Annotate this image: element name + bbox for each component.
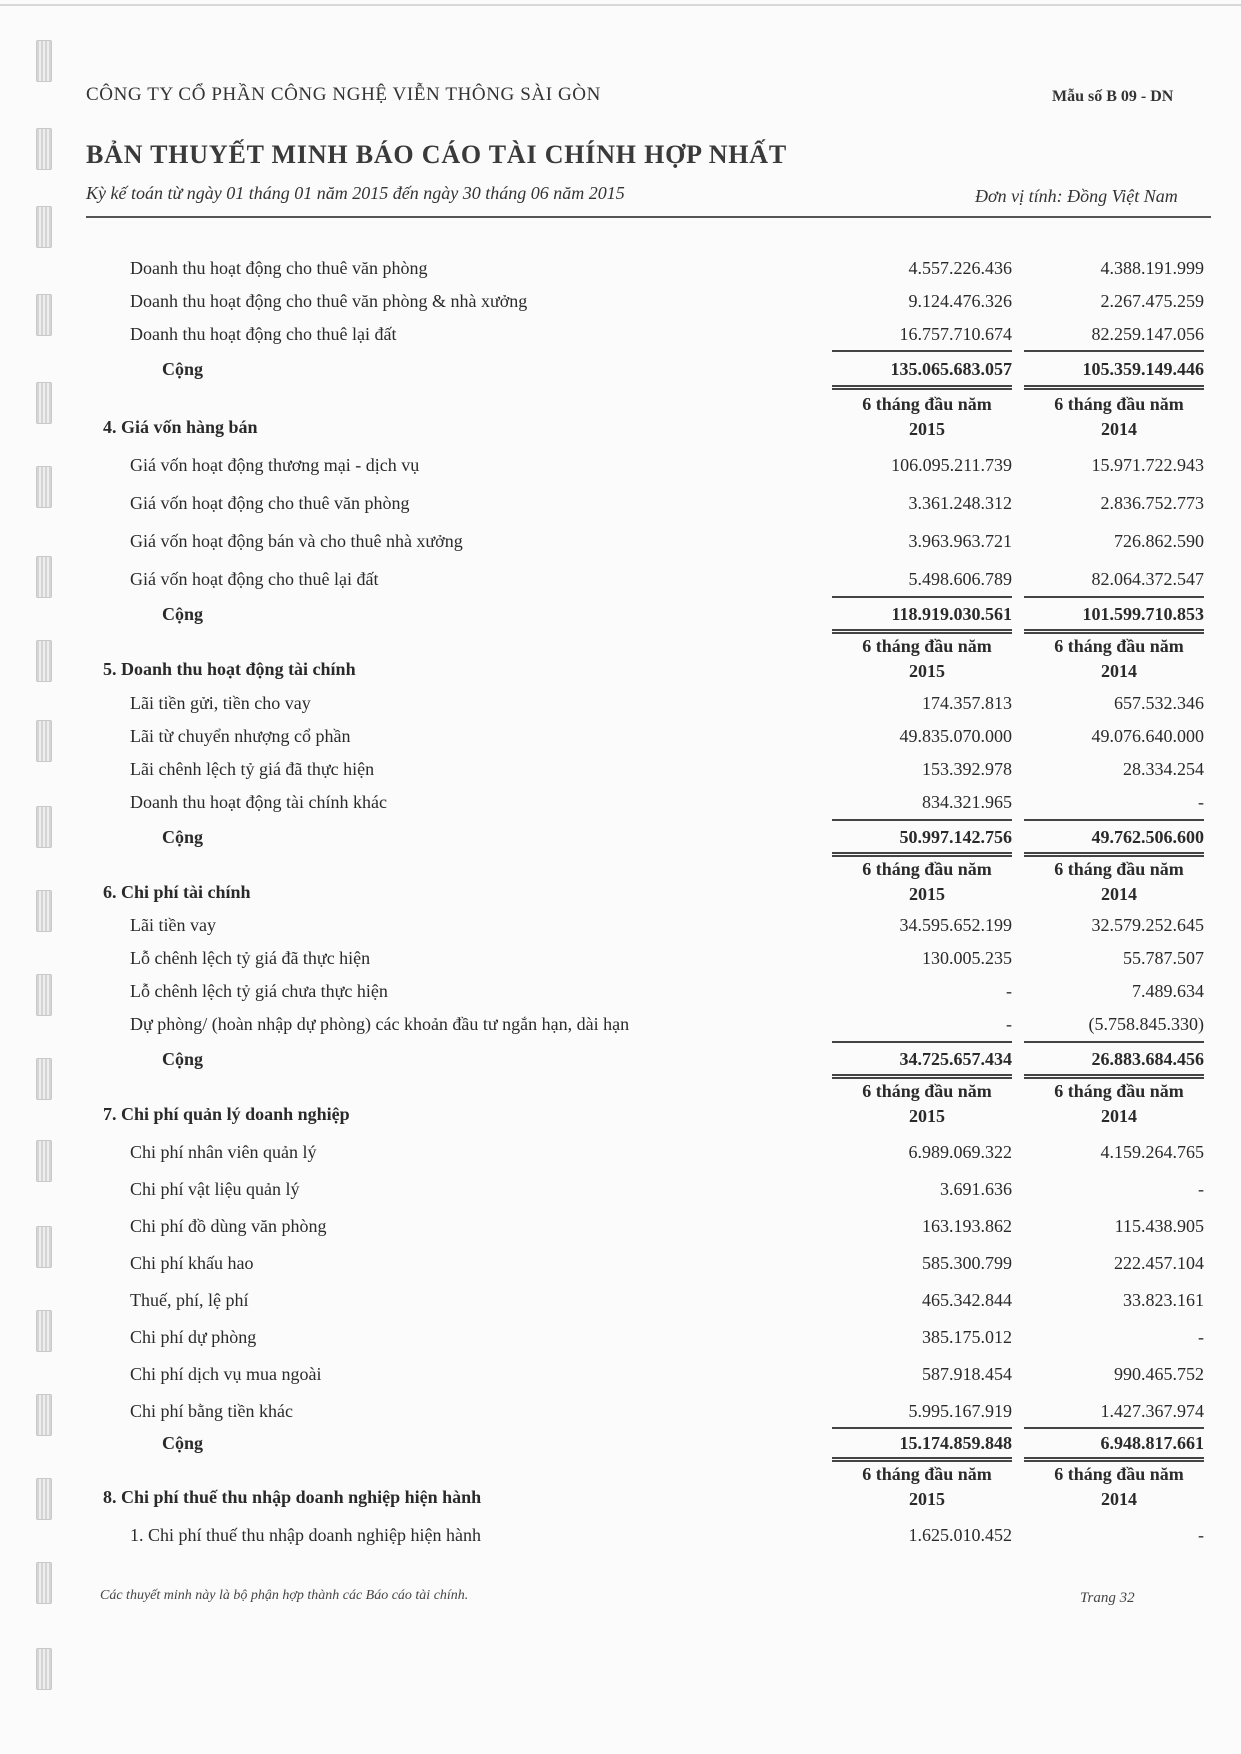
total-label: Cộng [162, 359, 204, 379]
sum-underline [1024, 350, 1204, 352]
value-2014: 4.159.264.765 [1100, 1142, 1204, 1162]
value-2014: - [1198, 1327, 1204, 1347]
row-label: Chi phí đồ dùng văn phòng [130, 1216, 327, 1236]
double-underline [832, 388, 1012, 390]
column-header-year: 2014 [1101, 1106, 1137, 1126]
section-title: 8. Chi phí thuế thu nhập doanh nghiệp hiện hành [103, 1487, 482, 1507]
row-label: Lãi tiền vay [130, 915, 216, 935]
value-2015: 3.691.636 [940, 1179, 1012, 1199]
sum-underline [832, 1041, 1012, 1043]
column-header-year: 2015 [909, 884, 945, 904]
binding-hole [36, 1648, 52, 1690]
column-header-year: 2015 [909, 661, 945, 681]
value-2014: (5.758.845.330) [1088, 1014, 1204, 1034]
value-2014: 49.076.640.000 [1091, 726, 1204, 746]
row-label: Lỗ chênh lệch tỷ giá đã thực hiện [130, 948, 371, 968]
value-2015: 1.625.010.452 [908, 1525, 1012, 1545]
value-2014: 82.064.372.547 [1091, 569, 1204, 589]
column-header-line: 6 tháng đầu năm [1054, 859, 1184, 879]
value-2014: 657.532.346 [1114, 693, 1204, 713]
value-2015: 16.757.710.674 [899, 324, 1012, 344]
table-row [0, 493, 1241, 523]
value-2014: 15.971.722.943 [1091, 455, 1204, 475]
table-row [0, 915, 1241, 945]
row-label: Chi phí khấu hao [130, 1253, 254, 1273]
sum-underline [1024, 1041, 1204, 1043]
table-row [0, 1327, 1241, 1357]
table-row [0, 531, 1241, 561]
column-header-line: 6 tháng đầu năm [1054, 636, 1184, 656]
value-2014: 990.465.752 [1114, 1364, 1204, 1384]
table-row [0, 1364, 1241, 1394]
value-2015: 465.342.844 [922, 1290, 1012, 1310]
total-2015: 50.997.142.756 [899, 827, 1012, 847]
row-label: Lãi tiền gửi, tiền cho vay [130, 693, 311, 713]
total-label: Cộng [162, 604, 204, 624]
table-row [0, 981, 1241, 1011]
table-row [0, 1142, 1241, 1172]
section-title: 5. Doanh thu hoạt động tài chính [103, 659, 356, 679]
double-underline [1024, 385, 1204, 387]
reporting-period: Kỳ kế toán từ ngày 01 tháng 01 năm 2015 đến ngày 30 tháng 06 năm 2015 [86, 183, 625, 203]
total-2014: 49.762.506.600 [1091, 827, 1204, 847]
value-2015: 106.095.211.739 [891, 455, 1012, 475]
table-row [0, 726, 1241, 756]
column-header-line: 6 tháng đầu năm [862, 859, 992, 879]
row-label: Thuế, phí, lệ phí [130, 1290, 249, 1310]
value-2014: 4.388.191.999 [1100, 258, 1204, 278]
double-underline [1024, 1074, 1204, 1076]
double-underline [832, 1457, 1012, 1459]
row-label: Lãi từ chuyển nhượng cổ phần [130, 726, 351, 746]
sum-underline [1024, 1427, 1204, 1429]
row-label: Doanh thu hoạt động tài chính khác [130, 792, 387, 812]
value-2014: 33.823.161 [1123, 1290, 1204, 1310]
total-2015: 135.065.683.057 [890, 359, 1012, 379]
row-label: Giá vốn hoạt động thương mại - dịch vụ [130, 455, 420, 475]
total-2015: 15.174.859.848 [899, 1433, 1012, 1453]
column-header-year: 2015 [909, 1106, 945, 1126]
double-underline [1024, 852, 1204, 854]
row-label: Dự phòng/ (hoàn nhập dự phòng) các khoản đầu tư ngắn hạn, dài hạn [130, 1014, 630, 1034]
table-row [0, 1525, 1241, 1555]
value-2015: 585.300.799 [922, 1253, 1012, 1273]
total-2014: 6.948.817.661 [1100, 1433, 1204, 1453]
value-2015: 130.005.235 [922, 948, 1012, 968]
row-label: Giá vốn hoạt động cho thuê văn phòng [130, 493, 410, 513]
table-row [0, 291, 1241, 321]
value-2015: 5.498.606.789 [908, 569, 1012, 589]
value-2015: 153.392.978 [922, 759, 1012, 779]
row-label: Giá vốn hoạt động cho thuê lại đất [130, 569, 379, 589]
value-2014: 726.862.590 [1114, 531, 1204, 551]
binding-hole [36, 1562, 52, 1604]
column-header-year: 2015 [909, 419, 945, 439]
section-title: 6. Chi phí tài chính [103, 882, 251, 902]
value-2015: 6.989.069.322 [908, 1142, 1012, 1162]
double-underline [832, 1074, 1012, 1076]
section-heading-row [0, 417, 1241, 447]
footer-note: Các thuyết minh này là bộ phận hợp thành các Báo cáo tài chính. [100, 1588, 469, 1603]
double-underline [1024, 388, 1204, 390]
column-header-line: 6 tháng đầu năm [1054, 1081, 1184, 1101]
sum-underline [832, 1427, 1012, 1429]
column-header-line: 6 tháng đầu năm [862, 394, 992, 414]
value-2015: 3.963.963.721 [908, 531, 1012, 551]
column-header-line: 6 tháng đầu năm [862, 636, 992, 656]
column-header-year: 2015 [909, 1489, 945, 1509]
row-label: Lãi chênh lệch tỷ giá đã thực hiện [130, 759, 375, 779]
row-label: Doanh thu hoạt động cho thuê văn phòng & nhà xưởng [130, 291, 528, 311]
column-header-line: 6 tháng đầu năm [862, 1464, 992, 1484]
currency-unit: Đơn vị tính: Đồng Việt Nam [975, 186, 1178, 206]
company-name: CÔNG TY CỔ PHẦN CÔNG NGHỆ VIỄN THÔNG SÀI GÒN [86, 84, 601, 105]
value-2015: 9.124.476.326 [908, 291, 1012, 311]
total-2015: 118.919.030.561 [891, 604, 1012, 624]
row-label: Chi phí nhân viên quản lý [130, 1142, 317, 1162]
sum-underline [832, 819, 1012, 821]
table-row [0, 792, 1241, 822]
value-2014: - [1198, 1525, 1204, 1545]
value-2014: 2.267.475.259 [1100, 291, 1204, 311]
table-row [0, 455, 1241, 485]
row-label: Lỗ chênh lệch tỷ giá chưa thực hiện [130, 981, 388, 1001]
column-header-line: 6 tháng đầu năm [1054, 1464, 1184, 1484]
column-header-year: 2014 [1101, 1489, 1137, 1509]
binding-hole [36, 128, 52, 170]
value-2014: - [1198, 1179, 1204, 1199]
double-underline [1024, 1457, 1204, 1459]
value-2015: 834.321.965 [922, 792, 1012, 812]
table-row [0, 1253, 1241, 1283]
column-header-line: 6 tháng đầu năm [862, 1081, 992, 1101]
sum-underline [1024, 596, 1204, 598]
table-row [0, 1216, 1241, 1246]
row-label: Doanh thu hoạt động cho thuê lại đất [130, 324, 397, 344]
section-heading-row [0, 1104, 1241, 1134]
section-heading-row [0, 1487, 1241, 1517]
row-label: Chi phí dự phòng [130, 1327, 257, 1347]
value-2015: 3.361.248.312 [908, 493, 1012, 513]
double-underline [832, 629, 1012, 631]
page-number: Trang 32 [1080, 1590, 1135, 1606]
section-title: 7. Chi phí quản lý doanh nghiệp [103, 1104, 350, 1124]
total-label: Cộng [162, 1049, 204, 1069]
column-header-year: 2014 [1101, 661, 1137, 681]
value-2015: 34.595.652.199 [899, 915, 1012, 935]
value-2014: 82.259.147.056 [1091, 324, 1204, 344]
section-heading-row [0, 659, 1241, 689]
section-title: 4. Giá vốn hàng bán [103, 417, 258, 437]
table-row [0, 1290, 1241, 1320]
value-2014: 32.579.252.645 [1091, 915, 1204, 935]
header-rule [86, 216, 1211, 218]
double-underline [1024, 629, 1204, 631]
value-2015: 385.175.012 [922, 1327, 1012, 1347]
value-2014: 2.836.752.773 [1100, 493, 1204, 513]
value-2015: - [1006, 981, 1012, 1001]
value-2014: - [1198, 792, 1204, 812]
total-label: Cộng [162, 1433, 204, 1453]
total-2014: 101.599.710.853 [1082, 604, 1204, 624]
value-2014: 222.457.104 [1114, 1253, 1204, 1273]
total-2014: 105.359.149.446 [1082, 359, 1204, 379]
value-2014: 7.489.634 [1132, 981, 1204, 1001]
document-title: BẢN THUYẾT MINH BÁO CÁO TÀI CHÍNH HỢP NHẤT [86, 140, 788, 169]
row-label: Doanh thu hoạt động cho thuê văn phòng [130, 258, 428, 278]
total-2015: 34.725.657.434 [899, 1049, 1012, 1069]
column-header-line: 6 tháng đầu năm [1054, 394, 1184, 414]
sum-underline [832, 350, 1012, 352]
column-header-year: 2014 [1101, 884, 1137, 904]
value-2015: 49.835.070.000 [899, 726, 1012, 746]
form-number: Mẫu số B 09 - DN [1052, 88, 1174, 105]
row-label: Chi phí dịch vụ mua ngoài [130, 1364, 322, 1384]
value-2015: 587.918.454 [922, 1364, 1012, 1384]
row-label: 1. Chi phí thuế thu nhập doanh nghiệp hiện hành [130, 1525, 481, 1545]
value-2015: 163.193.862 [922, 1216, 1012, 1236]
value-2015: - [1006, 1014, 1012, 1034]
value-2014: 115.438.905 [1114, 1216, 1204, 1236]
table-row [0, 1014, 1241, 1044]
section-heading-row [0, 882, 1241, 912]
column-header-year: 2014 [1101, 419, 1137, 439]
row-label: Chi phí vật liệu quản lý [130, 1179, 300, 1199]
value-2014: 55.787.507 [1123, 948, 1204, 968]
table-row [0, 948, 1241, 978]
total-row [0, 1433, 1241, 1463]
total-label: Cộng [162, 827, 204, 847]
value-2015: 174.357.813 [922, 693, 1012, 713]
table-row [0, 693, 1241, 723]
value-2014: 28.334.254 [1123, 759, 1204, 779]
binding-hole [36, 206, 52, 248]
total-2014: 26.883.684.456 [1091, 1049, 1204, 1069]
table-row [0, 759, 1241, 789]
row-label: Chi phí bằng tiền khác [130, 1401, 293, 1421]
double-underline [832, 385, 1012, 387]
table-row [0, 1179, 1241, 1209]
row-label: Giá vốn hoạt động bán và cho thuê nhà xưởng [130, 531, 463, 551]
value-2015: 4.557.226.436 [908, 258, 1012, 278]
value-2014: 1.427.367.974 [1100, 1401, 1204, 1421]
value-2015: 5.995.167.919 [908, 1401, 1012, 1421]
double-underline [832, 852, 1012, 854]
sum-underline [832, 596, 1012, 598]
sum-underline [1024, 819, 1204, 821]
binding-hole [36, 40, 52, 82]
scan-top-edge [0, 4, 1241, 6]
table-row [0, 569, 1241, 599]
table-row [0, 258, 1241, 288]
